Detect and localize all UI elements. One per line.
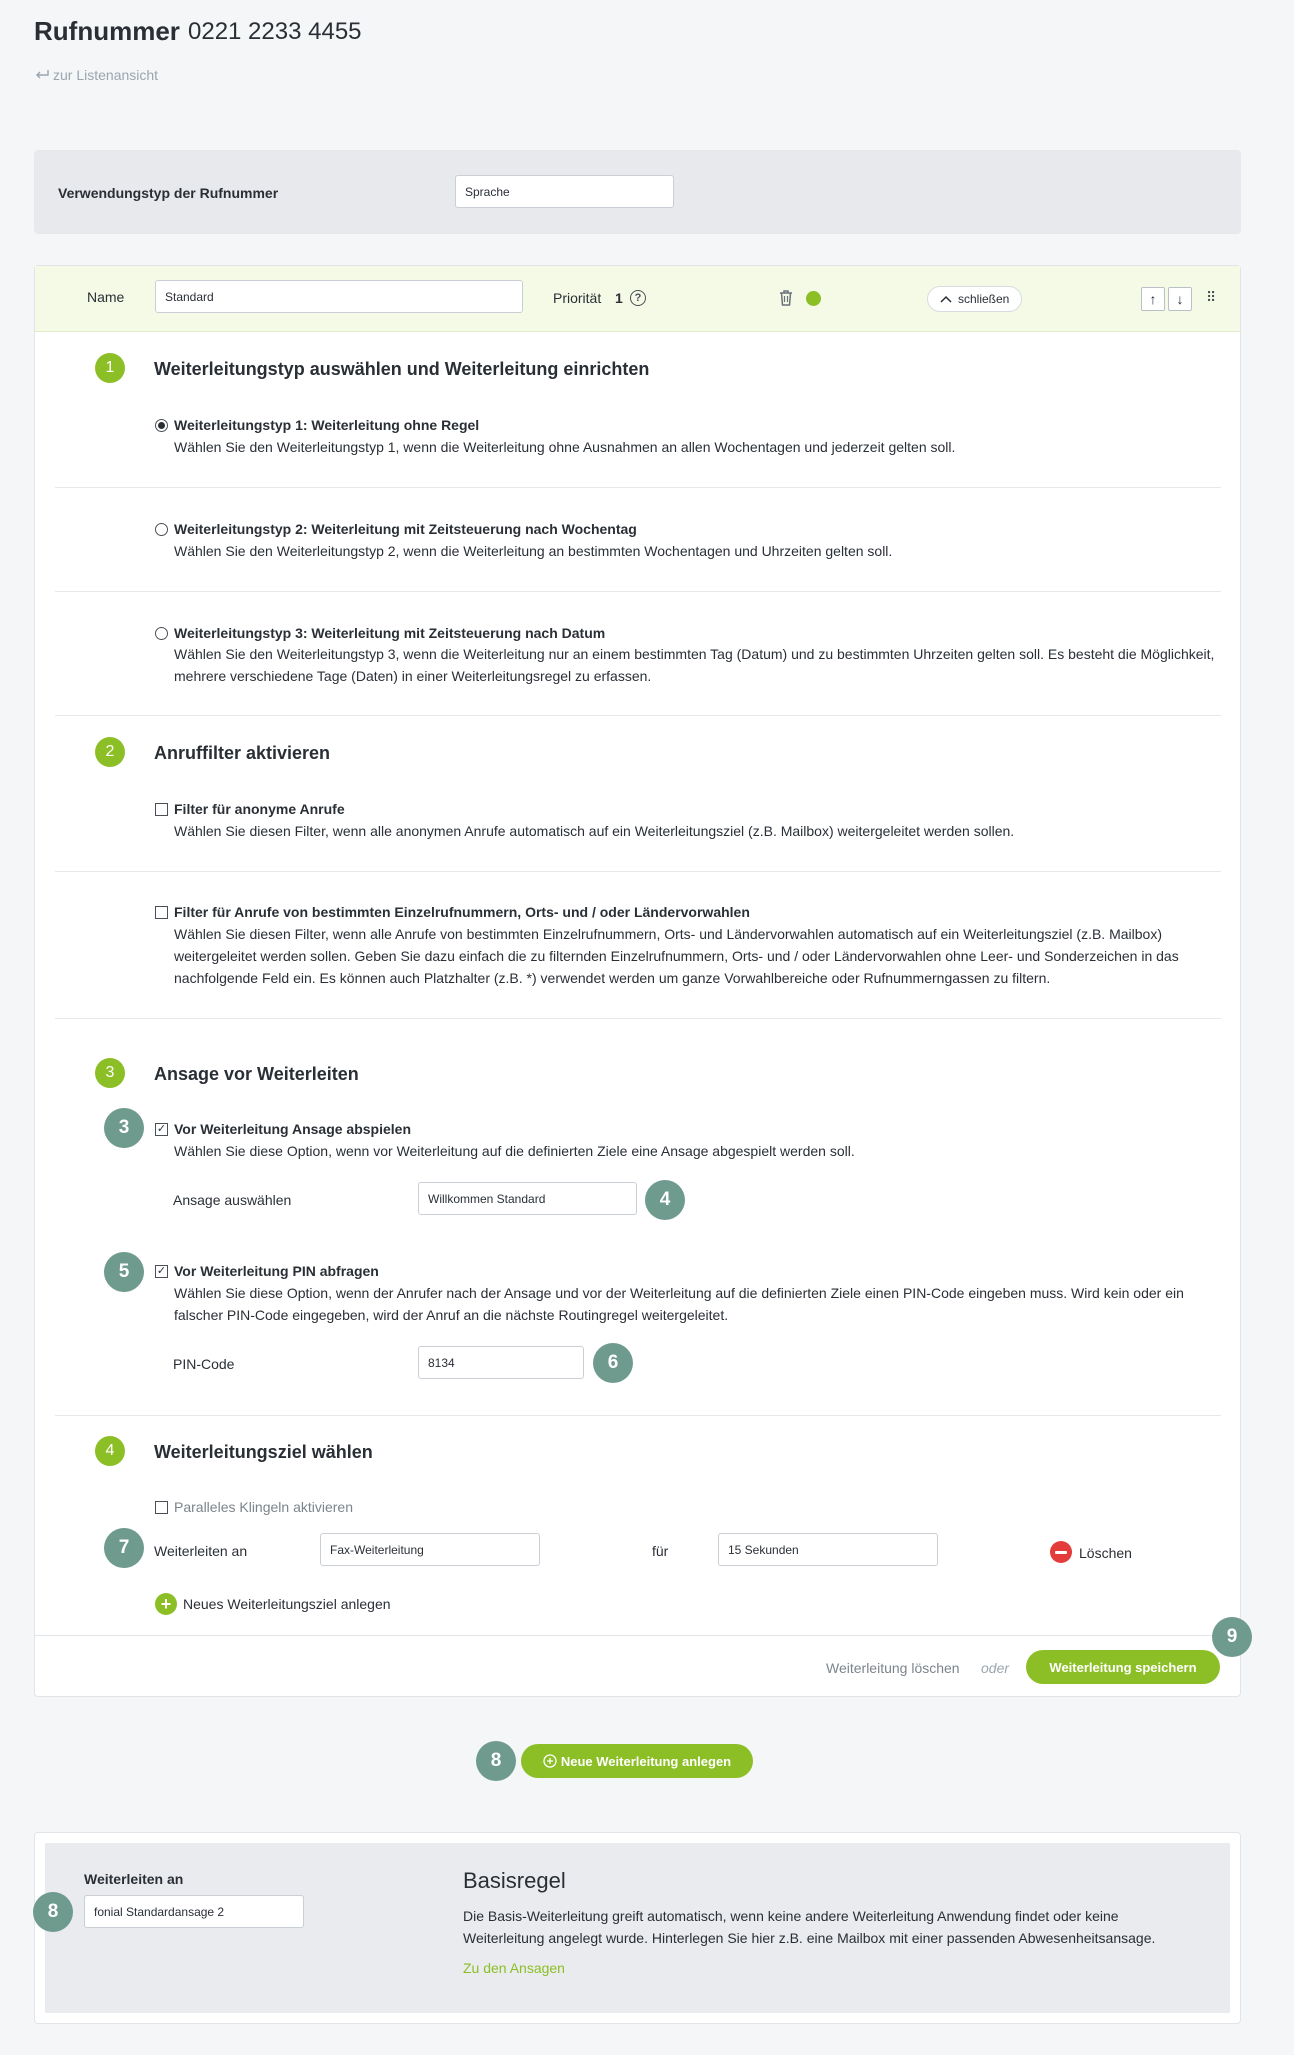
annotation-marker-8-base: 8 bbox=[33, 1892, 73, 1932]
announcement-select[interactable]: Willkommen Standard bbox=[418, 1182, 637, 1215]
base-forward-select[interactable]: fonial Standardansage 2 bbox=[84, 1895, 304, 1928]
section-1-title: Weiterleitungstyp auswählen und Weiterleitung einrichten bbox=[154, 359, 650, 379]
duration-select[interactable]: 15 Sekunden bbox=[718, 1533, 938, 1566]
number-filter-title: Filter für Anrufe von bestimmten Einzelrufnummern, Orts- und / oder Ländervorwahlen bbox=[174, 904, 750, 920]
divider bbox=[55, 715, 1221, 716]
announcement-select-label: Ansage auswählen bbox=[173, 1192, 292, 1208]
back-to-list-link[interactable] bbox=[34, 67, 158, 83]
forward-type-2-desc: Wählen Sie den Weiterleitungstyp 2, wenn die Weiterleitung an bestimmten Wochentagen und Uhrzeiten gelten soll. bbox=[174, 543, 893, 559]
remove-target-label[interactable]: Löschen bbox=[1079, 1545, 1132, 1561]
pin-checkbox[interactable]: ✓ bbox=[156, 1265, 167, 1277]
section-3-title: Ansage vor Weiterleiten bbox=[154, 1064, 359, 1084]
number-filter-checkbox[interactable] bbox=[155, 906, 168, 919]
forward-type-2-title: Weiterleitungstyp 2: Weiterleitung mit Zeitsteuerung nach Wochentag bbox=[174, 521, 637, 537]
step-badge-4: 4 bbox=[95, 1436, 125, 1466]
page-title: Rufnummer bbox=[34, 16, 180, 46]
pin-code-label: PIN-Code bbox=[173, 1356, 235, 1372]
forward-target-select[interactable]: Fax-Weiterleitung bbox=[320, 1533, 540, 1566]
move-down-button[interactable]: ↓ bbox=[1168, 287, 1192, 311]
section-4-title: Weiterleitungsziel wählen bbox=[154, 1442, 373, 1462]
usage-type-select[interactable]: Sprache bbox=[455, 175, 674, 208]
divider bbox=[55, 871, 1221, 872]
card-footer-divider bbox=[35, 1635, 1240, 1636]
rule-name-label: Name bbox=[87, 289, 125, 305]
base-forward-label: Weiterleiten an bbox=[84, 1871, 184, 1887]
announcement-desc: Wählen Sie diese Option, wenn vor Weiterleitung auf die definierten Ziele eine Ansage abgespielt werden soll. bbox=[174, 1143, 855, 1159]
help-icon[interactable]: ? bbox=[630, 290, 646, 306]
annotation-marker-5: 5 bbox=[104, 1252, 144, 1292]
step-badge-3: 3 bbox=[95, 1058, 125, 1088]
announcements-link[interactable]: Zu den Ansagen bbox=[463, 1960, 565, 1976]
plus-circle-icon bbox=[543, 1754, 557, 1768]
add-target-label[interactable]: Neues Weiterleitungsziel anlegen bbox=[183, 1596, 391, 1612]
anonymous-filter-checkbox[interactable] bbox=[155, 803, 168, 816]
divider bbox=[55, 487, 1221, 488]
base-rule-desc: Die Basis-Weiterleitung greift automatisch, wenn keine andere Weiterleitung Anwendung findet oder keine Weiterleitung angelegt wurde. Hinterlegen Sie hier z.B. eine Mailbox mit einer passenden Abwesenheitsansage. bbox=[463, 1908, 1156, 1946]
pin-title: Vor Weiterleitung PIN abfragen bbox=[174, 1263, 379, 1279]
forward-type-3-radio[interactable] bbox=[155, 627, 168, 640]
annotation-marker-9: 9 bbox=[1212, 1617, 1252, 1657]
section-2-title: Anruffilter aktivieren bbox=[154, 743, 331, 763]
base-rule-title: Basisregel bbox=[463, 1868, 566, 1893]
delete-rule-link[interactable]: Weiterleitung löschen bbox=[826, 1660, 960, 1676]
annotation-marker-4: 4 bbox=[645, 1180, 685, 1220]
return-arrow-icon bbox=[34, 68, 50, 82]
collapse-button[interactable] bbox=[927, 286, 1022, 312]
move-up-button[interactable]: ↑ bbox=[1141, 287, 1165, 311]
new-rule-label: Neue Weiterleitung anlegen bbox=[560, 1753, 732, 1769]
duration-for-label: für bbox=[652, 1543, 669, 1559]
divider bbox=[55, 1415, 1221, 1416]
forward-type-2-radio[interactable] bbox=[155, 523, 168, 536]
annotation-marker-8: 8 bbox=[476, 1741, 516, 1781]
trash-icon[interactable] bbox=[778, 289, 794, 312]
forward-type-1-radio[interactable] bbox=[155, 419, 168, 432]
divider bbox=[55, 1018, 1221, 1019]
anonymous-filter-title: Filter für anonyme Anrufe bbox=[174, 801, 345, 817]
priority-value: 1 bbox=[615, 290, 623, 306]
annotation-marker-3: 3 bbox=[104, 1108, 144, 1148]
forward-to-label: Weiterleiten an bbox=[154, 1543, 248, 1559]
anonymous-filter-desc: Wählen Sie diesen Filter, wenn alle anonymen Anrufe automatisch auf ein Weiterleitungsziel (z.B. Mailbox) weitergeleitet werden sollen. bbox=[174, 823, 1015, 839]
chevron-up-icon bbox=[940, 295, 952, 303]
announcement-title: Vor Weiterleitung Ansage abspielen bbox=[174, 1121, 412, 1137]
step-badge-2: 2 bbox=[95, 737, 125, 767]
back-link-label: zur Listenansicht bbox=[53, 67, 159, 83]
forward-type-3-title: Weiterleitungstyp 3: Weiterleitung mit Zeitsteuerung nach Datum bbox=[174, 625, 606, 641]
number-filter-desc: Wählen Sie diesen Filter, wenn alle Anrufe von bestimmten Einzelrufnummern, Orts- und Ländervorwahlen automatisch auf ein Weiterleitungsziel (z.B. Mailbox) weitergeleitet werden sollen. Geben Sie dazu einfach die zu filternden Einzelrufnummern, Orts- und / oder Ländervorwahlen ohne Leer- und Sonderzeichen in das nachfolgende Feld ein. Es können auch Platzhalter (z.B. *) verwendet werden um ganze Vorwahlbereiche oder Rufnummerngassen zu filtern. bbox=[174, 926, 1179, 986]
annotation-marker-6: 6 bbox=[593, 1343, 633, 1383]
save-rule-button[interactable]: Weiterleitung speichern bbox=[1026, 1650, 1220, 1684]
status-active-dot bbox=[806, 291, 821, 306]
step-badge-1: 1 bbox=[95, 353, 125, 383]
pin-code-input[interactable]: 8134 bbox=[418, 1346, 584, 1379]
parallel-ringing-checkbox[interactable] bbox=[155, 1501, 168, 1514]
remove-target-icon[interactable] bbox=[1050, 1541, 1072, 1563]
parallel-ringing-label: Paralleles Klingeln aktivieren bbox=[174, 1499, 353, 1515]
pin-desc: Wählen Sie diese Option, wenn der Anrufer nach der Ansage und vor der Weiterleitung auf die definierten Ziele einen PIN-Code eingeben muss. Wird kein oder ein falscher PIN-Code eingegeben, wird der Anruf an die nächste Routingregel weitergeleitet. bbox=[174, 1285, 1184, 1323]
new-rule-button[interactable] bbox=[521, 1744, 753, 1778]
or-separator: oder bbox=[981, 1660, 1010, 1676]
drag-handle-icon[interactable]: ⠿ bbox=[1206, 289, 1217, 305]
forward-type-1-title: Weiterleitungstyp 1: Weiterleitung ohne Regel bbox=[174, 417, 480, 433]
forward-type-1-desc: Wählen Sie den Weiterleitungstyp 1, wenn die Weiterleitung ohne Ausnahmen an allen Wochentagen und jederzeit gelten soll. bbox=[174, 439, 956, 455]
announcement-checkbox[interactable]: ✓ bbox=[156, 1123, 167, 1135]
rule-name-input[interactable]: Standard bbox=[155, 280, 523, 313]
collapse-label: schließen bbox=[958, 292, 1010, 306]
forward-type-3-desc: Wählen Sie den Weiterleitungstyp 3, wenn die Weiterleitung nur an einem bestimmten Tag (Datum) und zu bestimmten Uhrzeiten gelten soll. Es besteht die Möglichkeit, mehrere verschiedene Tage (Daten) in einer Weiterleitungsregel zu erfassen. bbox=[174, 646, 1215, 684]
add-target-icon[interactable]: + bbox=[155, 1593, 177, 1615]
phone-number: 0221 2233 4455 bbox=[188, 18, 362, 45]
annotation-marker-7: 7 bbox=[104, 1528, 144, 1568]
usage-type-label: Verwendungstyp der Rufnummer bbox=[58, 185, 279, 201]
priority-label: Priorität bbox=[553, 290, 602, 306]
divider bbox=[55, 591, 1221, 592]
